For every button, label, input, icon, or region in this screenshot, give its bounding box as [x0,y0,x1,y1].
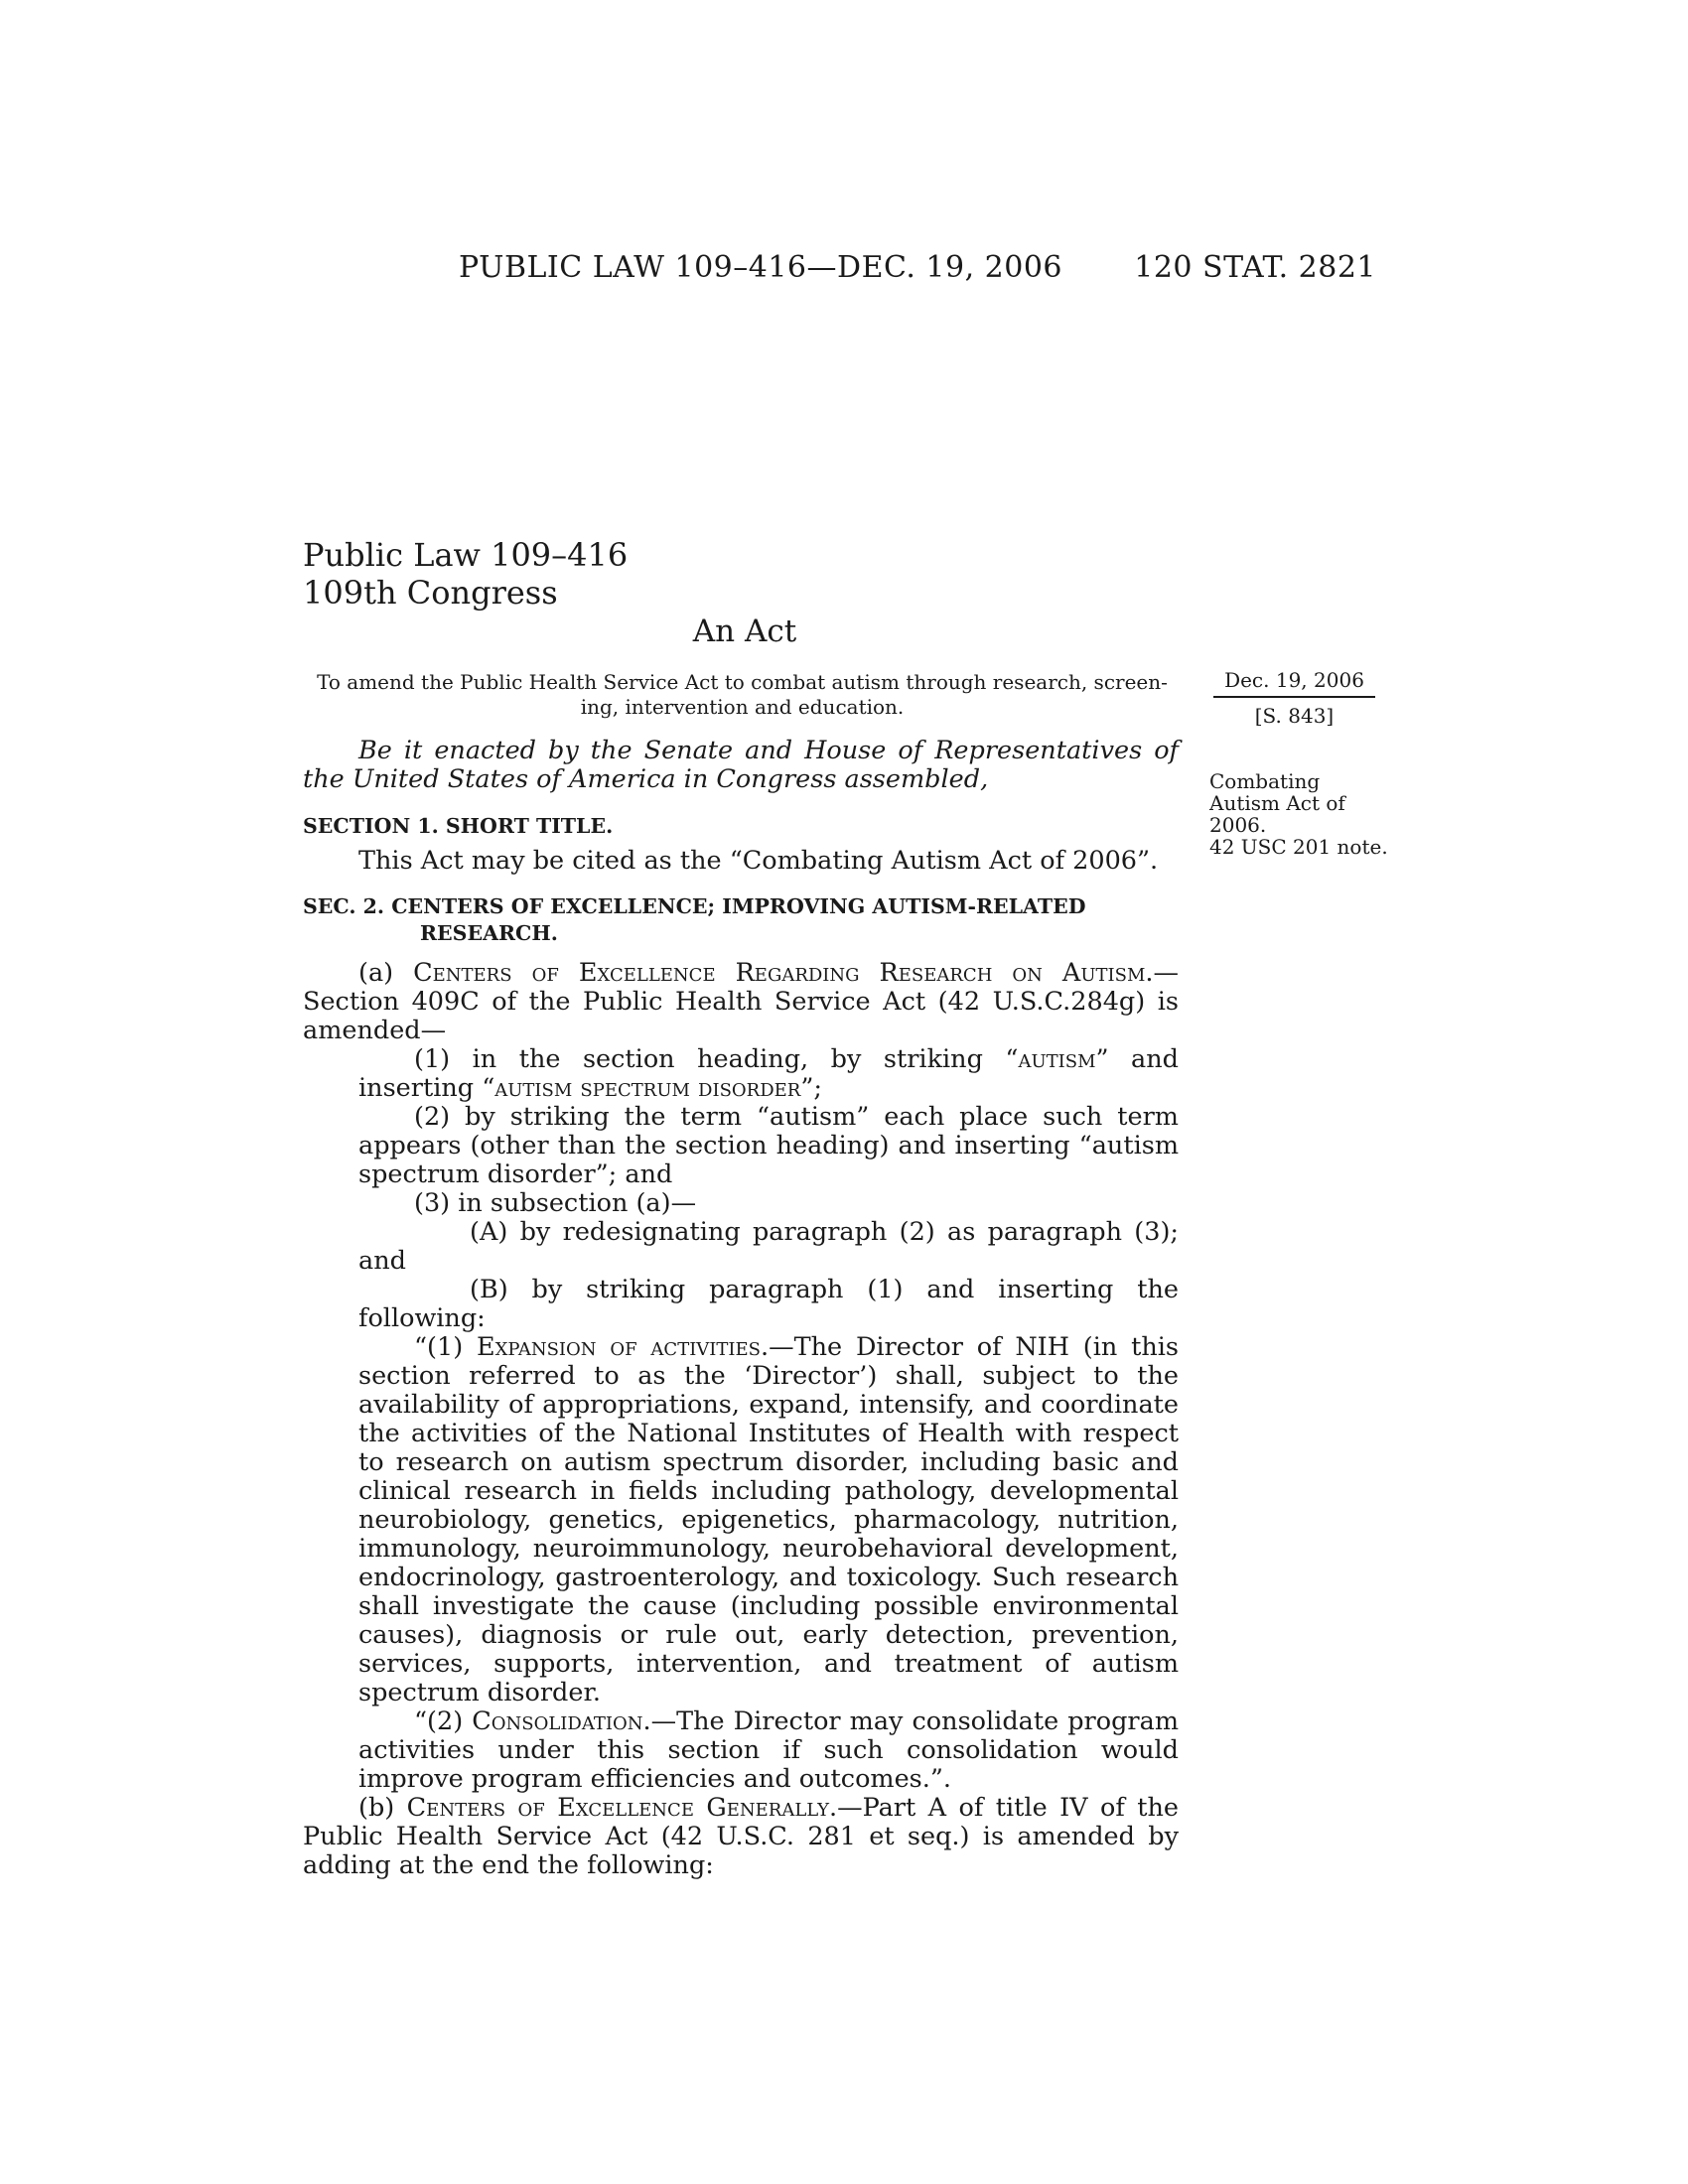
paragraph-a3: (3) in subsection (a)— [414,1188,697,1218]
section-2-heading: SEC. 2. CENTERS OF EXCELLENCE; IMPROVING AUTISM-RELATED RESEARCH. [303,894,1086,945]
quoted-paragraph-1-label: “(1) [414,1332,477,1362]
subparagraph-a3B: (B) by striking paragraph (1) and inserting the following: [358,1275,1179,1333]
quoted-paragraph-2-text: —The Director may consolidate program activities under this section if such consolidation would improve program efficiencies and outcomes.”. [358,1706,1179,1794]
subparagraph-a3A: (A) by redesignating paragraph (2) as paragraph (3); and [358,1217,1179,1276]
paragraph-a1-text: ”; [800,1073,822,1103]
section-1-text: This Act may be cited as the “Combating Autism Act of 2006”. [358,846,1159,876]
quoted-paragraph-1-heading: Expansion of activities. [476,1332,770,1362]
margin-note-line: 2006. [1209,813,1267,837]
subsection-b [303,1794,1179,1880]
act-purpose [308,670,1177,720]
enacting-clause: Be it enacted by the Senate and House of Representatives of the United States of America in Congress assembled, [303,736,1179,794]
enactment-date: Dec. 19, 2006 [1213,668,1375,698]
margin-note-line: 42 USC 201 note. [1209,835,1388,859]
margin-note-line: Combating [1209,769,1321,793]
quoted-paragraph-1-text: —The Director of NIH (in this section referred to as the ‘Director’) shall, subject to the availability of appropriations, expand, intensify, and coordinate the activities of the National Institutes of Health with respect to research on autism spectrum disorder, including basic and clinical research in fields including pathology, developmental neurobiology, genetics, epigenetics, pharmacology, nutrition, immunology, neuroimmunology, neurobehavioral development, endocrinology, gastroenterology, and toxicology. Such research shall investigate the cause (including possible environmental causes), diagnosis or rule out, early detection, prevention, services, supports, intervention, and treatment of autism spectrum disorder. [358,1332,1180,1707]
act-body [303,737,1179,1880]
inserted-term: autism spectrum disorder [494,1073,801,1103]
quoted-paragraph-2-label: “(2) [414,1706,473,1736]
subsection-a [303,959,1179,1045]
subsection-a-label: (a) [358,958,394,988]
paragraph-a1 [303,1045,1179,1103]
law-number: Public Law 109–416 [303,536,629,574]
purpose-line-1: To amend the Public Health Service Act to combat autism through research, screen- [317,670,1168,694]
running-head-citation: PUBLIC LAW 109–416—DEC. 19, 2006 [459,250,1063,285]
subsection-b-text: —Part A of title IV of the Public Health Service Act (42 U.S.C. 281 et seq.) is amended by adding at the end the following: [303,1793,1180,1880]
purpose-line-2: ing, intervention and education. [580,695,905,719]
quoted-paragraph-1 [303,1333,1179,1707]
struck-term: autism [1018,1044,1096,1074]
subsection-a-heading: Centers of Excellence Regarding Research on Autism. [413,958,1154,988]
margin-note [1209,770,1408,858]
congress-number: 109th Congress [303,574,558,612]
quoted-paragraph-2 [303,1707,1179,1794]
paragraph-a1-text: ” and inserting “ [358,1044,1180,1103]
quoted-paragraph-2-heading: Consolidation. [472,1706,651,1736]
section-1-heading: SECTION 1. SHORT TITLE. [303,814,614,838]
paragraph-a1-text: (1) in the section heading, by striking “ [414,1044,1019,1074]
subsection-b-heading: Centers of Excellence Generally. [406,1793,838,1823]
paragraph-a2: (2) by striking the term “autism” each place such term appears (other than the section heading) and inserting “autism spectrum disorder”; and [358,1102,1179,1189]
subsection-a-text: —Section 409C of the Public Health Service Act (42 U.S.C.284g) is amended— [303,958,1179,1045]
bill-number: [S. 843] [1254,704,1335,728]
act-heading: An Act [692,614,797,649]
margin-date-block [1213,668,1375,728]
running-head-statute-page: 120 STAT. 2821 [1134,250,1376,285]
law-title-block [303,536,628,612]
subsection-b-label: (b) [358,1793,407,1823]
margin-note-line: Autism Act of [1209,791,1345,815]
